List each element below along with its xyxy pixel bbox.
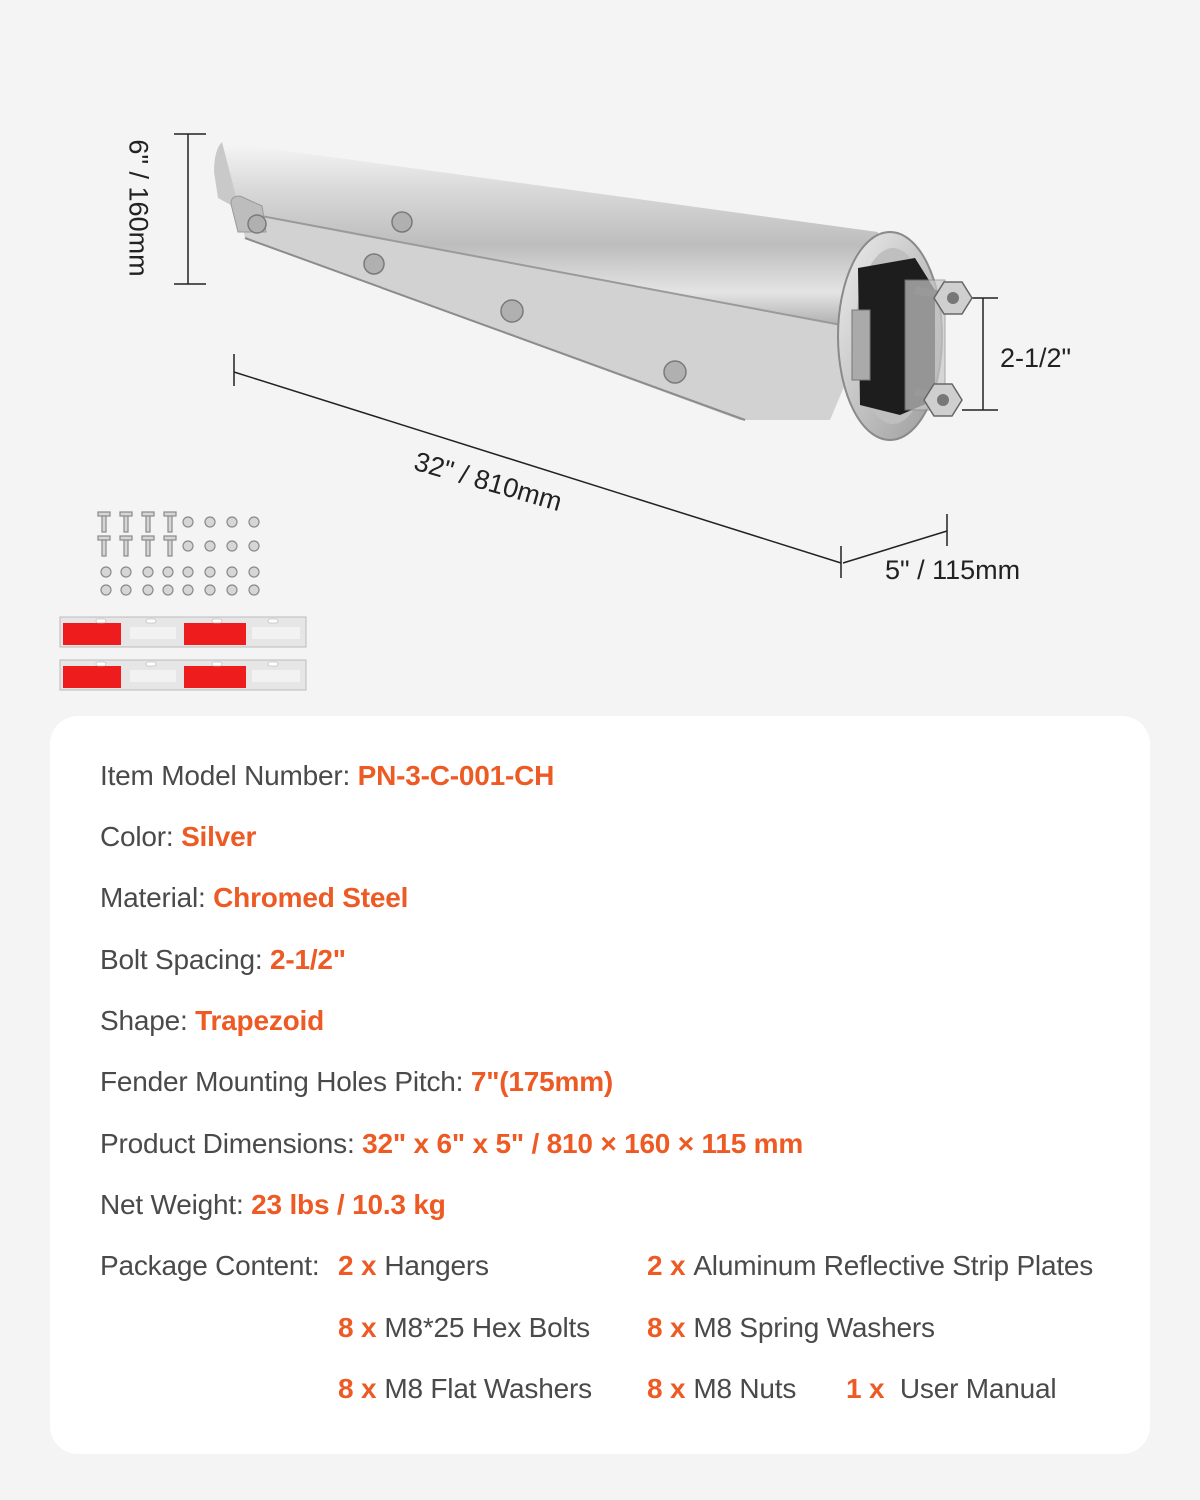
spec-row-net-weight [100,1189,446,1221]
package-item-qty: 8 x [647,1312,686,1343]
package-item-qty: 2 x [338,1250,377,1281]
spec-value: 7"(175mm) [470,1066,614,1097]
package-item-name: M8*25 Hex Bolts [384,1312,590,1343]
package-item-qty: 8 x [338,1312,377,1343]
package-item [647,1373,796,1405]
spec-label: Item Model Number: [100,760,358,791]
hardware-set-icon [98,512,259,595]
package-item-name: Aluminum Reflective Strip Plates [693,1250,1094,1281]
spec-value: 2-1/2" [269,944,346,975]
package-item-qty: 8 x [647,1373,686,1404]
package-item-name: M8 Flat Washers [384,1373,592,1404]
spec-row-bolt-spacing [100,944,346,976]
spec-label: Shape: [100,1005,196,1036]
reflective-strip-plate [60,660,306,690]
package-item-name: M8 Nuts [693,1373,797,1404]
spec-card [50,716,1150,1454]
height-dimension-label: 6" / 160mm [123,139,154,277]
spec-label: Color: [100,821,182,852]
spec-value: 23 lbs / 10.3 kg [251,1189,446,1220]
spec-label: Bolt Spacing: [100,944,270,975]
spec-value: Chromed Steel [213,882,409,913]
package-item [647,1312,935,1344]
package-item [338,1312,590,1344]
package-item [846,1373,1056,1405]
length-dimension-label: 32" / 810mm [410,446,566,517]
package-item-name: M8 Spring Washers [693,1312,935,1343]
package-item [338,1373,592,1405]
spec-value: PN-3-C-001-CH [357,760,555,791]
spec-row-mounting-holes-pitch [100,1066,613,1098]
reflective-strip-plate [60,617,306,647]
spec-value: Trapezoid [195,1005,325,1036]
bolt-spacing-dimension-label: 2-1/2" [1000,343,1072,373]
spec-row-shape [100,1005,324,1037]
spec-label: Product Dimensions: [100,1128,363,1159]
height-dimension-line [174,134,206,284]
package-content-label: Package Content: [100,1250,320,1281]
spec-value: Silver [181,821,257,852]
spec-row-product-dimensions [100,1128,803,1160]
package-item [647,1250,1093,1282]
spec-row-material [100,882,408,914]
spec-label: Fender Mounting Holes Pitch: [100,1066,471,1097]
spec-row-model-number [100,760,554,792]
hanger-body [214,142,878,420]
spec-value: 32" x 6" x 5" / 810 × 160 × 115 mm [362,1128,804,1159]
package-item-name: User Manual [892,1373,1057,1404]
package-item-qty: 2 x [647,1250,686,1281]
product-illustration [0,0,1200,700]
spec-label: Net Weight: [100,1189,252,1220]
package-item-qty: 8 x [338,1373,377,1404]
depth-dimension-label: 5" / 115mm [885,555,1021,585]
spec-row-color [100,821,256,853]
bolt-spacing-dimension-line [962,298,998,410]
package-item [338,1250,489,1282]
package-item-qty: 1 x [846,1373,885,1404]
package-item-name: Hangers [384,1250,489,1281]
spec-label: Material: [100,882,214,913]
